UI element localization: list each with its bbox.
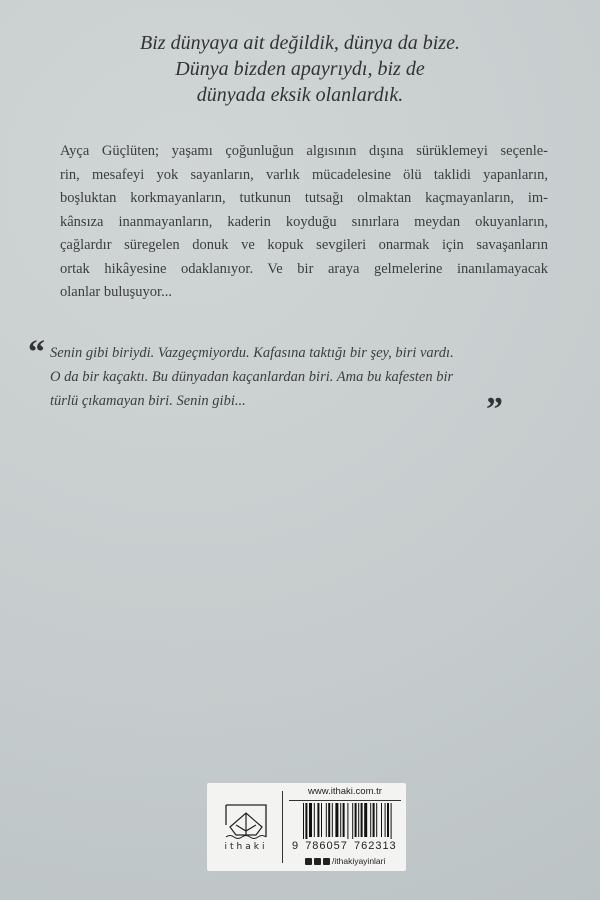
tagline-line: Biz dünyaya ait değildik, dünya da bize.: [140, 32, 460, 54]
barcode-bar: [355, 803, 357, 837]
barcode-bar: [361, 803, 363, 837]
barcode-bar: [347, 803, 348, 839]
barcode-label: [207, 783, 406, 871]
barcode-bar: [340, 803, 341, 837]
isbn-prefix: 9: [292, 840, 300, 852]
quote-line: O da bir kaçaktı. Bu dünyadan kaçanlardan biri. Ama bu kafesten bir: [50, 369, 454, 385]
social-handle: /ithakiyayinlari: [332, 856, 386, 866]
barcode-bar: [391, 803, 392, 839]
barcode-bar: [352, 803, 353, 839]
description-line: olanlar buluşuyor...: [60, 284, 172, 300]
barcode-bar: [328, 803, 330, 837]
publisher-logo: [217, 803, 275, 852]
paper-boat-icon: [224, 803, 268, 839]
tagline-line: Dünya bizden apayrıydı, biz de: [175, 58, 425, 80]
barcode-bar: [387, 803, 389, 837]
facebook-icon: [314, 858, 321, 865]
barcode-bar: [364, 803, 367, 837]
divider: [282, 791, 283, 863]
barcode-bar: [335, 803, 338, 837]
barcode-bar: [321, 803, 322, 837]
isbn-group-1: 786057: [305, 840, 348, 852]
barcode-bar: [381, 803, 382, 837]
barcode-bar: [332, 803, 333, 837]
barcode-bar: [370, 803, 371, 837]
publisher-name: ithaki: [224, 842, 268, 852]
description-line: çağlardır süregelen donuk ve kopuk sevgileri onarmak için savaşanların: [60, 237, 548, 253]
barcode-bar: [317, 803, 319, 837]
description: [60, 140, 548, 305]
barcode-bar: [326, 803, 327, 837]
barcode-bar: [385, 803, 386, 837]
close-quote-mark: ”: [486, 391, 503, 428]
tagline-line: dünyada eksik olanlardık.: [196, 84, 404, 106]
quote-line: türlü çıkamayan biri. Senin gibi...: [50, 393, 246, 409]
barcode-bar: [373, 803, 375, 837]
publisher-url: www.ithaki.com.tr: [289, 786, 401, 801]
description-line: kânsıza inanmayanların, kaderin koyduğu sınırlara meydan okuyanların,: [60, 213, 548, 230]
barcode-bar: [309, 803, 312, 837]
description-line: Ayça Güçlüten; yaşamı çoğunluğun algısının dışına sürüklemeyi seçenle-: [60, 143, 548, 159]
social-handles: [305, 856, 385, 866]
twitter-icon: [323, 858, 330, 865]
barcode: [303, 803, 403, 839]
quote-line: Senin gibi biriydi. Vazgeçmiyordu. Kafasına taktığı bir şey, biri vardı.: [50, 345, 454, 361]
barcode-bar: [358, 803, 359, 837]
barcode-bar: [376, 803, 377, 837]
description-line: rin, mesafeyi yok sayanların, varlık mücadelesine ölü taklidi yapanların,: [60, 166, 548, 183]
isbn: [291, 840, 398, 852]
instagram-icon: [305, 858, 312, 865]
barcode-bar: [305, 803, 307, 839]
excerpt-quote: [50, 341, 490, 413]
description-line: ortak hikâyesine odaklanıyor. Ve bir araya gelmelerine inanılamayacak: [60, 260, 548, 277]
open-quote-mark: “: [28, 334, 45, 371]
isbn-group-2: 762313: [353, 840, 397, 852]
description-line: boşluktan korkmayanların, tutkunun tutsağı olmaktan kaçmayanların, im-: [60, 190, 548, 206]
barcode-bar: [343, 803, 345, 837]
tagline: [0, 30, 600, 108]
barcode-bar: [314, 803, 315, 837]
barcode-bar: [303, 803, 304, 839]
